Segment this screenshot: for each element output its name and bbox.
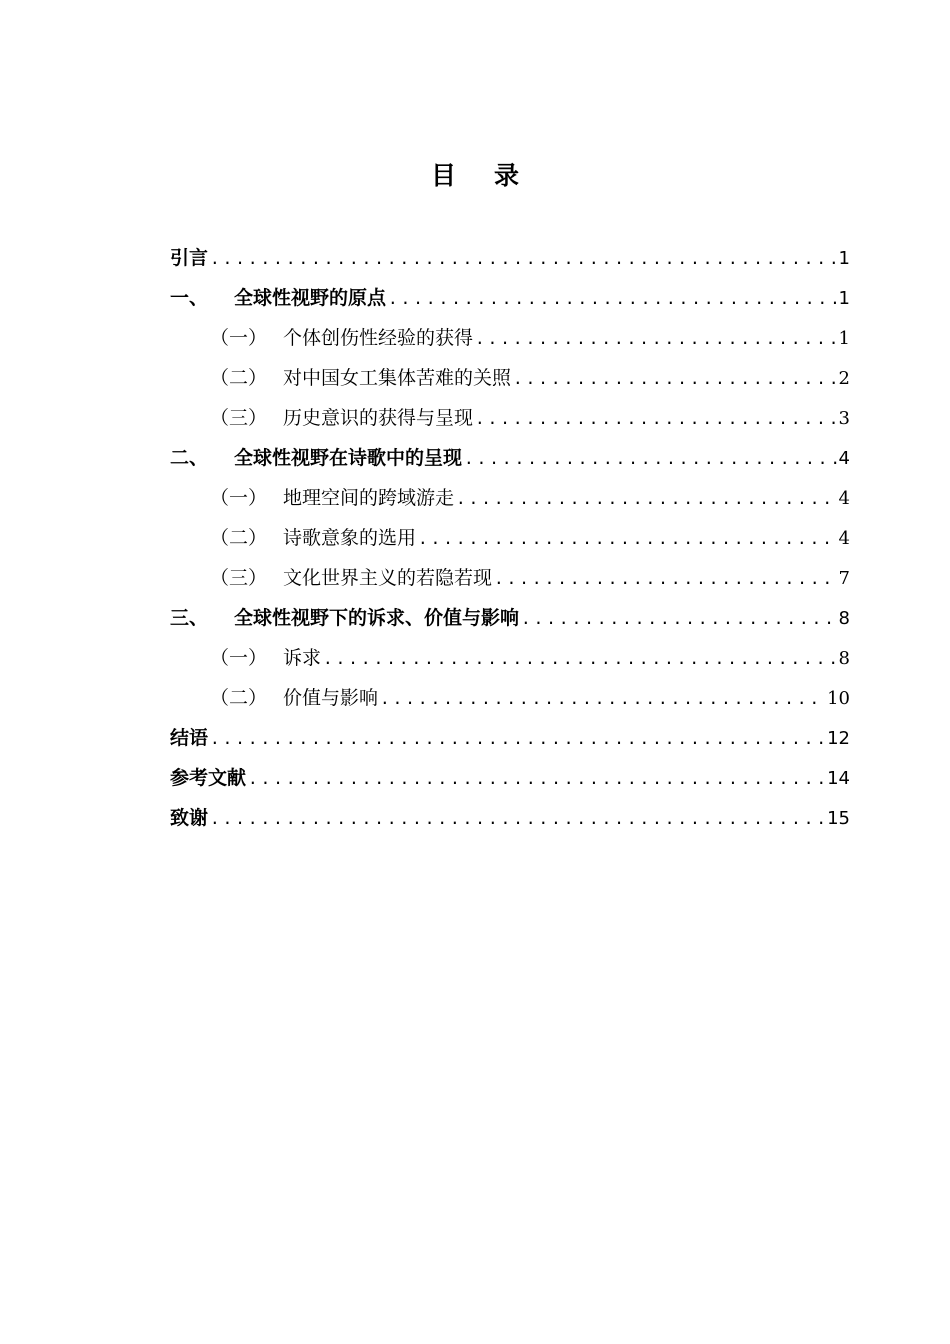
toc-page-number: 8 — [838, 608, 850, 629]
toc-entry-number: （三） — [210, 407, 268, 429]
toc-entry-title: 全球性视野在诗歌中的呈现 — [234, 447, 463, 469]
toc-page-number: 4 — [838, 528, 850, 549]
toc-page-number: 7 — [838, 568, 850, 589]
toc-leader-dots — [210, 799, 825, 838]
toc-page-number: 2 — [838, 368, 850, 389]
toc-entry-number: （三） — [210, 567, 268, 589]
toc-entry-title: 致谢 — [170, 807, 209, 829]
toc-entry-references[interactable] — [170, 758, 850, 798]
table-of-contents — [170, 238, 850, 838]
toc-leader-dots — [456, 479, 837, 518]
toc-leader-dots — [210, 239, 837, 278]
toc-page-number: 12 — [827, 728, 850, 749]
toc-entry-number: （一） — [210, 327, 268, 349]
toc-entry-number: （一） — [210, 647, 268, 669]
toc-leader-dots — [388, 279, 837, 318]
toc-leader-dots — [418, 519, 837, 558]
toc-entry-section-1-2[interactable] — [170, 358, 850, 398]
toc-leader-dots — [521, 599, 837, 638]
toc-entry-title: 全球性视野的原点 — [234, 287, 387, 309]
toc-leader-dots — [323, 639, 837, 678]
toc-entry-number: （二） — [210, 687, 268, 709]
toc-entry-number: 三、 — [170, 607, 209, 629]
toc-entry-number: （一） — [210, 487, 268, 509]
toc-leader-dots — [475, 399, 837, 438]
toc-entry-section-1-3[interactable] — [170, 398, 850, 438]
toc-entry-number: 一、 — [170, 287, 209, 309]
toc-entry-number: （二） — [210, 367, 268, 389]
toc-entry-title: 诗歌意象的选用 — [283, 527, 417, 549]
toc-page-number: 3 — [838, 408, 850, 429]
toc-page-number: 4 — [838, 448, 850, 469]
toc-entry-title: 历史意识的获得与呈现 — [283, 407, 474, 429]
toc-entry-acknowledgements[interactable] — [170, 798, 850, 838]
toc-entry-title: 地理空间的跨域游走 — [283, 487, 455, 509]
toc-leader-dots — [210, 719, 825, 758]
toc-entry-chapter-3[interactable] — [170, 598, 850, 638]
toc-entry-number: （二） — [210, 527, 268, 549]
toc-entry-title: 结语 — [170, 727, 209, 749]
toc-entry-title: 文化世界主义的若隐若现 — [283, 567, 493, 589]
toc-entry-section-1-1[interactable] — [170, 318, 850, 358]
toc-leader-dots — [380, 679, 825, 718]
toc-entry-number: 二、 — [170, 447, 209, 469]
toc-entry-title: 价值与影响 — [283, 687, 379, 709]
toc-page-number: 1 — [838, 288, 850, 309]
toc-leader-dots — [248, 759, 825, 798]
toc-leader-dots — [475, 319, 837, 358]
toc-entry-introduction[interactable] — [170, 238, 850, 278]
toc-entry-title: 引言 — [170, 247, 209, 269]
toc-entry-title: 参考文献 — [170, 767, 247, 789]
toc-page-number: 15 — [827, 808, 850, 829]
toc-entry-title: 诉求 — [283, 647, 322, 669]
toc-entry-chapter-1[interactable] — [170, 278, 850, 318]
toc-page-number: 1 — [838, 248, 850, 269]
toc-leader-dots — [494, 559, 837, 598]
toc-entry-section-2-2[interactable] — [170, 518, 850, 558]
toc-entry-section-3-1[interactable] — [170, 638, 850, 678]
toc-entry-chapter-2[interactable] — [170, 438, 850, 478]
toc-entry-section-3-2[interactable] — [170, 678, 850, 718]
toc-entry-section-2-1[interactable] — [170, 478, 850, 518]
toc-page-number: 14 — [827, 768, 850, 789]
toc-page-number: 4 — [838, 488, 850, 509]
toc-leader-dots — [513, 359, 837, 398]
page-title: 目录 — [430, 161, 557, 190]
toc-entry-title: 个体创伤性经验的获得 — [283, 327, 474, 349]
toc-leader-dots — [464, 439, 837, 478]
toc-entry-title: 对中国女工集体苦难的关照 — [283, 367, 512, 389]
toc-entry-conclusion[interactable] — [170, 718, 850, 758]
toc-page-number: 1 — [838, 328, 850, 349]
toc-entry-section-2-3[interactable] — [170, 558, 850, 598]
toc-page-number: 8 — [838, 648, 850, 669]
toc-page-number: 10 — [827, 688, 850, 709]
toc-entry-title: 全球性视野下的诉求、价值与影响 — [234, 607, 520, 629]
